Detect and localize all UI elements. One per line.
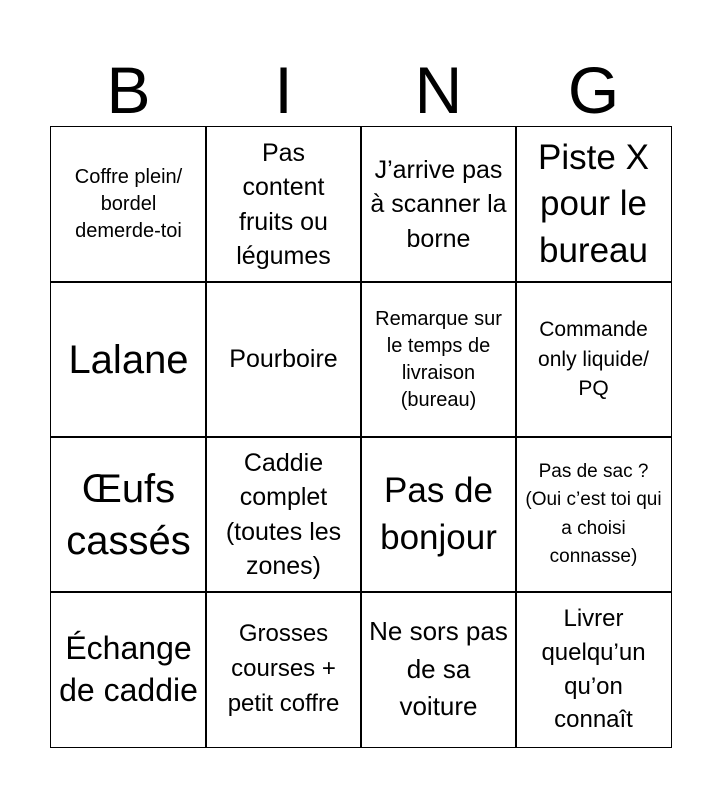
cell-text: Caddie complet (toutes les zones) xyxy=(225,448,342,580)
cell-text: Pas content fruits ou légumes xyxy=(236,138,331,270)
cell-text: Grosses courses + petit coffre xyxy=(227,620,340,717)
bingo-cell[interactable] xyxy=(205,591,362,748)
cell-text: Livrer quelqu’un qu’on connaît xyxy=(541,605,646,734)
bingo-cell[interactable] xyxy=(515,591,672,748)
cell-text: Pas de sac ? (Oui c’est toi qui a choisi connasse) xyxy=(525,461,662,567)
bingo-cell[interactable] xyxy=(360,281,517,438)
cell-text: Remarque sur le temps de livraison (bureau) xyxy=(375,307,502,411)
bingo-cell[interactable] xyxy=(515,281,672,438)
bingo-cell[interactable] xyxy=(360,591,517,748)
cell-text: Lalane xyxy=(68,337,189,382)
bingo-header xyxy=(51,52,671,128)
cell-text: Commande only liquide/ PQ xyxy=(538,318,649,401)
bingo-grid xyxy=(51,127,671,747)
bingo-cell[interactable] xyxy=(205,281,362,438)
bingo-cell[interactable] xyxy=(205,126,362,283)
cell-text: Piste X pour le bureau xyxy=(538,138,649,270)
bingo-cell[interactable] xyxy=(50,126,207,283)
bingo-cell[interactable] xyxy=(50,591,207,748)
cell-text: Échange de caddie xyxy=(59,629,198,708)
bingo-cell[interactable] xyxy=(50,281,207,438)
bingo-cell[interactable] xyxy=(515,126,672,283)
bingo-cell[interactable] xyxy=(360,436,517,593)
header-letter-g: G xyxy=(567,53,620,127)
cell-text: J’arrive pas à scanner la borne xyxy=(370,155,507,253)
cell-text: Coffre plein/ bordel demerde-toi xyxy=(74,166,183,242)
cell-text: Œufs cassés xyxy=(66,466,191,563)
cell-text: Ne sors pas de sa voiture xyxy=(369,615,508,722)
header-letter-i: I xyxy=(274,53,293,127)
cell-text: Pourboire xyxy=(229,345,338,374)
bingo-cell[interactable] xyxy=(50,436,207,593)
bingo-cell[interactable] xyxy=(360,126,517,283)
bingo-cell[interactable] xyxy=(205,436,362,593)
bingo-cell[interactable] xyxy=(515,436,672,593)
header-letter-n: N xyxy=(414,53,463,127)
header-letter-b: B xyxy=(106,53,151,127)
cell-text: Pas de bonjour xyxy=(380,471,497,557)
